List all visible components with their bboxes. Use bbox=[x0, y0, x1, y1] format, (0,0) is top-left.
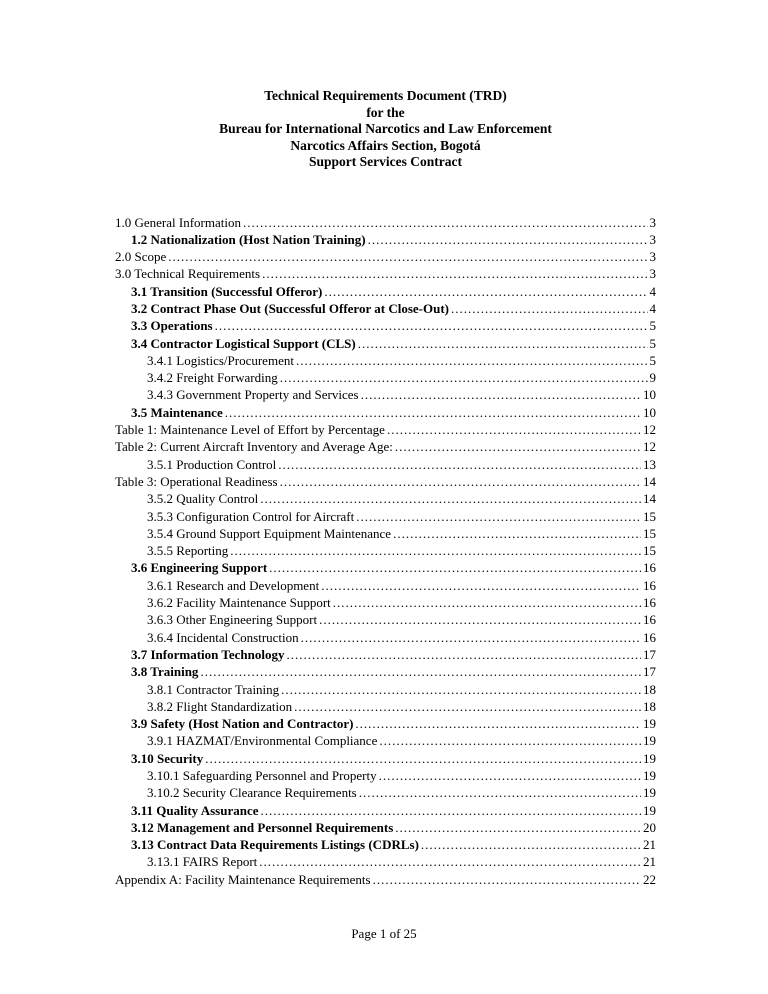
toc-entry bbox=[115, 404, 656, 421]
toc-entry bbox=[115, 836, 656, 853]
toc-dot-leader bbox=[205, 750, 641, 767]
toc-page-number: 19 bbox=[643, 768, 656, 783]
toc-dot-leader bbox=[243, 214, 648, 231]
toc-dot-leader bbox=[368, 231, 648, 248]
toc-page-number: 21 bbox=[643, 854, 656, 870]
toc-page-number: 19 bbox=[643, 802, 656, 818]
toc-entry-text: 3.0 Technical Requirements bbox=[115, 266, 261, 282]
toc-dot-leader bbox=[379, 732, 641, 749]
toc-entry bbox=[115, 611, 656, 628]
toc-dot-leader bbox=[294, 698, 641, 715]
toc-entry-text: 3.12 Management and Personnel Requirements bbox=[131, 819, 394, 835]
title-line-4: Narcotics Affairs Section, Bogotá bbox=[290, 137, 481, 153]
toc-entry bbox=[115, 456, 656, 473]
toc-page-number: 3 bbox=[649, 214, 656, 230]
toc-page-number: 19 bbox=[643, 785, 656, 801]
toc-entry-text: 3.4 Contractor Logistical Support (CLS) bbox=[131, 335, 356, 351]
toc-entry-text: 1.2 Nationalization (Host Nation Training) bbox=[131, 231, 366, 247]
toc-entry bbox=[115, 421, 656, 438]
toc-page-number: 19 bbox=[643, 750, 656, 766]
toc-dot-leader bbox=[395, 438, 641, 455]
toc-entry bbox=[115, 369, 656, 386]
toc-entry bbox=[115, 248, 656, 265]
toc-entry-text: 3.5.5 Reporting bbox=[147, 543, 229, 559]
toc-entry bbox=[115, 490, 656, 507]
toc-dot-leader bbox=[262, 265, 647, 282]
toc-page-number: 3 bbox=[649, 266, 656, 282]
toc-entry-text: 3.6 Engineering Support bbox=[131, 560, 268, 576]
toc-page-number: 3 bbox=[649, 249, 656, 265]
toc-dot-leader bbox=[281, 681, 641, 698]
toc-page-number: 16 bbox=[643, 577, 656, 593]
toc-entry-text: 3.2 Contract Phase Out (Successful Offeror at Close-Out) bbox=[131, 300, 449, 316]
toc-entry bbox=[115, 698, 656, 715]
page-number-text: Page 1 of 25 bbox=[351, 926, 417, 941]
toc-entry bbox=[115, 231, 656, 248]
toc-entry bbox=[115, 473, 656, 490]
toc-page-number: 3 bbox=[649, 231, 656, 247]
toc-page-number: 16 bbox=[643, 612, 656, 628]
toc-dot-leader bbox=[287, 646, 642, 663]
table-of-contents bbox=[115, 214, 656, 889]
toc-dot-leader bbox=[301, 629, 641, 646]
toc-page-number: 4 bbox=[649, 300, 656, 316]
toc-dot-leader bbox=[387, 421, 641, 438]
toc-entry bbox=[115, 300, 656, 317]
toc-entry-text: 3.4.3 Government Property and Services bbox=[147, 387, 359, 403]
toc-entry-text: 3.6.2 Facility Maintenance Support bbox=[147, 595, 331, 611]
toc-entry-text: 3.5.4 Ground Support Equipment Maintenance bbox=[147, 525, 392, 541]
toc-page-number: 15 bbox=[643, 543, 656, 559]
toc-entry-text: Table 2: Current Aircraft Inventory and Average Age: bbox=[115, 439, 393, 455]
toc-entry-text: 3.1 Transition (Successful Offeror) bbox=[131, 283, 323, 299]
toc-entry-text: 3.7 Information Technology bbox=[131, 646, 285, 662]
toc-entry-text: 3.13.1 FAIRS Report bbox=[147, 854, 258, 870]
toc-entry bbox=[115, 335, 656, 352]
toc-dot-leader bbox=[358, 335, 648, 352]
toc-dot-leader bbox=[359, 784, 641, 801]
toc-entry bbox=[115, 732, 656, 749]
toc-page-number: 4 bbox=[649, 283, 656, 299]
toc-entry bbox=[115, 819, 656, 836]
toc-page-number: 22 bbox=[643, 871, 656, 887]
toc-dot-leader bbox=[333, 594, 641, 611]
toc-dot-leader bbox=[261, 802, 642, 819]
toc-entry-text: 3.3 Operations bbox=[131, 318, 213, 334]
toc-entry-text: 3.5.3 Configuration Control for Aircraft bbox=[147, 508, 355, 524]
toc-page-number: 9 bbox=[649, 370, 656, 386]
toc-entry bbox=[115, 663, 656, 680]
toc-dot-leader bbox=[278, 456, 641, 473]
toc-page-number: 14 bbox=[643, 491, 656, 507]
toc-page-number: 12 bbox=[643, 439, 656, 455]
toc-entry-text: 3.5 Maintenance bbox=[131, 404, 223, 420]
toc-page-number: 16 bbox=[643, 595, 656, 611]
toc-entry bbox=[115, 629, 656, 646]
toc-dot-leader bbox=[200, 663, 641, 680]
toc-entry bbox=[115, 542, 656, 559]
toc-entry-text: 3.13 Contract Data Requirements Listings (CDRLs) bbox=[131, 837, 419, 853]
toc-entry bbox=[115, 646, 656, 663]
toc-dot-leader bbox=[280, 473, 641, 490]
toc-entry bbox=[115, 317, 656, 334]
toc-dot-leader bbox=[168, 248, 647, 265]
toc-page-number: 13 bbox=[643, 456, 656, 472]
toc-entry bbox=[115, 559, 656, 576]
toc-dot-leader bbox=[319, 611, 641, 628]
toc-page-number: 5 bbox=[649, 352, 656, 368]
page-footer bbox=[0, 926, 768, 942]
toc-entry bbox=[115, 871, 656, 888]
toc-entry bbox=[115, 438, 656, 455]
toc-entry-text: Table 3: Operational Readiness bbox=[115, 473, 278, 489]
toc-entry-text: 2.0 Scope bbox=[115, 249, 167, 265]
toc-page-number: 16 bbox=[643, 560, 656, 576]
toc-page-number: 5 bbox=[649, 318, 656, 334]
toc-page-number: 5 bbox=[649, 335, 656, 351]
toc-entry bbox=[115, 283, 656, 300]
toc-entry bbox=[115, 594, 656, 611]
toc-dot-leader bbox=[373, 871, 641, 888]
toc-page-number: 17 bbox=[643, 646, 656, 662]
toc-dot-leader bbox=[260, 490, 641, 507]
toc-page-number: 14 bbox=[643, 473, 656, 489]
toc-entry-text: 3.10.1 Safeguarding Personnel and Property bbox=[147, 768, 377, 783]
toc-page-number: 15 bbox=[643, 508, 656, 524]
toc-entry bbox=[115, 802, 656, 819]
toc-entry-text: 3.5.2 Quality Control bbox=[147, 491, 259, 507]
toc-entry-text: 1.0 General Information bbox=[115, 214, 241, 230]
toc-dot-leader bbox=[421, 836, 641, 853]
toc-dot-leader bbox=[451, 300, 648, 317]
toc-entry-text: 3.11 Quality Assurance bbox=[131, 802, 259, 818]
toc-dot-leader bbox=[395, 819, 641, 836]
toc-dot-leader bbox=[280, 369, 648, 386]
title-line-1: Technical Requirements Document (TRD) bbox=[264, 88, 507, 103]
toc-page-number: 19 bbox=[643, 716, 656, 732]
toc-dot-leader bbox=[215, 317, 648, 334]
toc-entry-text: 3.4.1 Logistics/Procurement bbox=[147, 352, 294, 368]
toc-page-number: 18 bbox=[643, 698, 656, 714]
toc-entry-text: 3.4.2 Freight Forwarding bbox=[147, 370, 278, 386]
toc-entry bbox=[115, 853, 656, 870]
toc-page-number: 21 bbox=[643, 837, 656, 853]
toc-page-number: 17 bbox=[643, 664, 656, 680]
toc-entry-text: 3.8.2 Flight Standardization bbox=[147, 698, 293, 714]
toc-dot-leader bbox=[356, 508, 641, 525]
toc-dot-leader bbox=[296, 352, 648, 369]
toc-dot-leader bbox=[269, 559, 641, 576]
toc-dot-leader bbox=[361, 386, 641, 403]
toc-entry bbox=[115, 386, 656, 403]
toc-dot-leader bbox=[230, 542, 641, 559]
toc-entry-text: 3.8.1 Contractor Training bbox=[147, 681, 280, 697]
toc-entry bbox=[115, 715, 656, 732]
toc-entry bbox=[115, 265, 656, 282]
toc-entry bbox=[115, 681, 656, 698]
toc-entry bbox=[115, 767, 656, 784]
toc-page-number: 10 bbox=[643, 404, 656, 420]
toc-page-number: 16 bbox=[643, 629, 656, 645]
toc-page-number: 20 bbox=[643, 819, 656, 835]
toc-entry-text: 3.9.1 HAZMAT/Environmental Compliance bbox=[147, 733, 378, 749]
toc-entry bbox=[115, 214, 656, 231]
toc-page-number: 19 bbox=[643, 733, 656, 749]
title-line-3: Bureau for International Narcotics and Law Enforcement bbox=[219, 121, 552, 136]
toc-entry-text: Table 1: Maintenance Level of Effort by Percentage bbox=[115, 422, 385, 438]
toc-dot-leader bbox=[379, 767, 641, 784]
toc-page-number: 15 bbox=[643, 525, 656, 541]
toc-dot-leader bbox=[321, 577, 641, 594]
toc-entry bbox=[115, 577, 656, 594]
toc-dot-leader bbox=[393, 525, 641, 542]
document-title bbox=[115, 88, 656, 171]
toc-entry-text: 3.10.2 Security Clearance Requirements bbox=[147, 785, 357, 801]
toc-page-number: 18 bbox=[643, 681, 656, 697]
toc-entry-text: 3.6.3 Other Engineering Support bbox=[147, 612, 318, 628]
title-line-2: for the bbox=[366, 104, 405, 120]
toc-page-number: 12 bbox=[643, 422, 656, 438]
toc-dot-leader bbox=[355, 715, 641, 732]
toc-entry-text: 3.5.1 Production Control bbox=[147, 456, 277, 472]
toc-entry-text: 3.8 Training bbox=[131, 664, 199, 680]
toc-entry-text: Appendix A: Facility Maintenance Requirements bbox=[115, 871, 371, 887]
toc-entry bbox=[115, 784, 656, 801]
toc-entry bbox=[115, 750, 656, 767]
toc-entry-text: 3.6.4 Incidental Construction bbox=[147, 629, 299, 645]
toc-page-number: 10 bbox=[643, 387, 656, 403]
toc-dot-leader bbox=[259, 853, 641, 870]
toc-dot-leader bbox=[225, 404, 641, 421]
toc-entry bbox=[115, 508, 656, 525]
title-line-5: Support Services Contract bbox=[309, 154, 462, 169]
toc-dot-leader bbox=[324, 283, 647, 300]
toc-entry bbox=[115, 352, 656, 369]
toc-entry-text: 3.6.1 Research and Development bbox=[147, 577, 320, 593]
toc-entry bbox=[115, 525, 656, 542]
toc-entry-text: 3.9 Safety (Host Nation and Contractor) bbox=[131, 716, 354, 732]
toc-entry-text: 3.10 Security bbox=[131, 750, 204, 766]
